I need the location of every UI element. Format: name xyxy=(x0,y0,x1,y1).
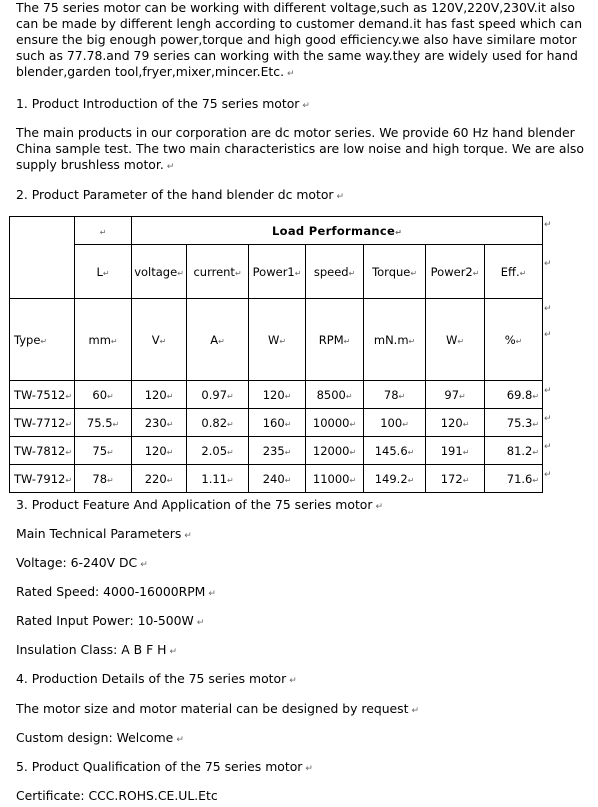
paragraph-mark-icon: ↵ xyxy=(208,589,216,599)
cell-power2: 97↵ xyxy=(426,381,485,409)
paragraph-mark-icon: ↵ xyxy=(166,162,175,172)
paragraph-mark-icon: ↵ xyxy=(289,676,297,686)
cell-speed: 10000↵ xyxy=(306,409,364,437)
cell-power1: 240↵ xyxy=(249,465,306,493)
custom-design-line: Custom design: Welcome ↵ xyxy=(16,730,184,745)
cell-l: 75↵ xyxy=(75,437,132,465)
paragraph-mark-icon: ↵ xyxy=(375,502,384,512)
paragraph-mark-icon: ↵ xyxy=(184,531,192,541)
row-end-mark-icon: ↵ xyxy=(544,386,552,396)
row-end-mark-icon: ↵ xyxy=(544,220,552,230)
column-header-speed: speed↵ xyxy=(306,245,364,299)
voltage-line: Voltage: 6-240V DC ↵ xyxy=(16,555,148,570)
unit-power2: W↵ xyxy=(426,299,485,381)
l-label-cell: L↵ xyxy=(75,245,132,299)
column-header-voltage: voltage↵ xyxy=(132,245,187,299)
row-end-mark-icon: ↵ xyxy=(544,304,552,314)
cell-l: 75.5↵ xyxy=(75,409,132,437)
column-header-power2: Power2↵ xyxy=(426,245,485,299)
unit-l: mm↵ xyxy=(75,299,132,381)
table-row xyxy=(10,381,543,409)
paragraph-mark-icon: ↵ xyxy=(169,647,178,657)
cell-eff: 71.6↵ xyxy=(485,465,543,493)
section-2-title: 2. Product Parameter of the hand blender dc motor ↵ xyxy=(16,187,345,202)
paragraph-mark-icon: ↵ xyxy=(302,101,310,111)
rated-power-line: Rated Input Power: 10-500W ↵ xyxy=(16,613,205,628)
certificate-line: Certificate: CCC.ROHS.CE.UL.Etc xyxy=(16,788,218,803)
cell-type: TW-7812↵ xyxy=(10,437,75,465)
cell-power2: 172↵ xyxy=(426,465,485,493)
paragraph-mark-icon: ↵ xyxy=(287,69,295,79)
unit-speed: RPM↵ xyxy=(306,299,364,381)
insulation-line: Insulation Class: A B F H ↵ xyxy=(16,642,178,657)
table-row xyxy=(10,437,543,465)
cell-voltage: 120↵ xyxy=(132,437,187,465)
type-label-cell: Type↵ xyxy=(10,299,75,381)
main-params-label: Main Technical Parameters ↵ xyxy=(16,526,192,541)
cell-power1: 120↵ xyxy=(249,381,306,409)
cell-power1: 235↵ xyxy=(249,437,306,465)
intro-paragraph: The 75 series motor can be working with different voltage,such as 120V,220V,230V.it also can be made by different lengh according to customer demand.it has fast speed which can ensure the big enough power,torque and high good efficiency.we also have similare motor such as 77.78.and 79 series can working with the same way.they are widely used for hand blender,garden tool,fryer,mixer,mincer.Etc. ↵ xyxy=(16,0,583,79)
section-5-title: 5. Product Qualification of the 75 series motor ↵ xyxy=(16,759,313,774)
l-header-cell: ↵ xyxy=(75,217,132,245)
unit-torque: mN.m↵ xyxy=(364,299,426,381)
cell-current: 0.97↵ xyxy=(187,381,249,409)
column-header-torque: Torque↵ xyxy=(364,245,426,299)
unit-current: A↵ xyxy=(187,299,249,381)
paragraph-mark-icon: ↵ xyxy=(176,735,184,745)
section-4-title: 4. Production Details of the 75 series motor ↵ xyxy=(16,671,297,686)
cell-l: 60↵ xyxy=(75,381,132,409)
row-end-mark-icon: ↵ xyxy=(544,330,552,340)
cell-voltage: 120↵ xyxy=(132,381,187,409)
table-row xyxy=(10,409,543,437)
column-header-current: current↵ xyxy=(187,245,249,299)
cell-torque: 100↵ xyxy=(364,409,426,437)
cell-l: 78↵ xyxy=(75,465,132,493)
row-end-mark-icon: ↵ xyxy=(544,470,552,480)
cell-voltage: 230↵ xyxy=(132,409,187,437)
section-1-title: 1. Product Introduction of the 75 series motor ↵ xyxy=(16,96,310,111)
rated-speed-line: Rated Speed: 4000-16000RPM ↵ xyxy=(16,584,216,599)
column-header-eff: Eff.↵ xyxy=(485,245,543,299)
unit-power1: W↵ xyxy=(249,299,306,381)
cell-type: TW-7512↵ xyxy=(10,381,75,409)
cell-current: 2.05↵ xyxy=(187,437,249,465)
cell-eff: 69.8↵ xyxy=(485,381,543,409)
row-end-mark-icon: ↵ xyxy=(544,442,552,452)
cell-speed: 11000↵ xyxy=(306,465,364,493)
cell-power1: 160↵ xyxy=(249,409,306,437)
paragraph-mark-icon: ↵ xyxy=(411,706,420,716)
cell-current: 0.82↵ xyxy=(187,409,249,437)
row-end-mark-icon: ↵ xyxy=(544,259,552,269)
cell-speed: 12000↵ xyxy=(306,437,364,465)
paragraph-mark-icon: ↵ xyxy=(196,618,205,628)
section-3-title: 3. Product Feature And Application of the 75 series motor ↵ xyxy=(16,497,384,512)
cell-power2: 191↵ xyxy=(426,437,485,465)
cell-speed: 8500↵ xyxy=(306,381,364,409)
table-row xyxy=(10,465,543,493)
cell-type: TW-7912↵ xyxy=(10,465,75,493)
paragraph-mark-icon: ↵ xyxy=(305,764,313,774)
unit-eff: %↵ xyxy=(485,299,543,381)
cell-voltage: 220↵ xyxy=(132,465,187,493)
row-end-mark-icon: ↵ xyxy=(544,414,552,424)
cell-eff: 75.3↵ xyxy=(485,409,543,437)
section-4-body: The motor size and motor material can be designed by request ↵ xyxy=(16,701,420,716)
column-header-power1: Power1↵ xyxy=(249,245,306,299)
section-1-body: The main products in our corporation are dc motor series. We provide 60 Hz hand blender China sample test. The two main characteristics are low noise and high torque. We are also supply brushless motor. ↵ xyxy=(16,125,584,172)
cell-torque: 78↵ xyxy=(364,381,426,409)
paragraph-mark-icon: ↵ xyxy=(140,560,148,570)
paragraph-mark-icon: ↵ xyxy=(336,192,345,202)
cell-torque: 149.2↵ xyxy=(364,465,426,493)
load-performance-header: Load Performance↵ xyxy=(132,217,543,245)
cell-torque: 145.6↵ xyxy=(364,437,426,465)
type-header-cell xyxy=(10,217,75,299)
cell-type: TW-7712↵ xyxy=(10,409,75,437)
unit-voltage: V↵ xyxy=(132,299,187,381)
cell-power2: 120↵ xyxy=(426,409,485,437)
motor-parameter-table xyxy=(9,216,543,493)
cell-current: 1.11↵ xyxy=(187,465,249,493)
cell-eff: 81.2↵ xyxy=(485,437,543,465)
